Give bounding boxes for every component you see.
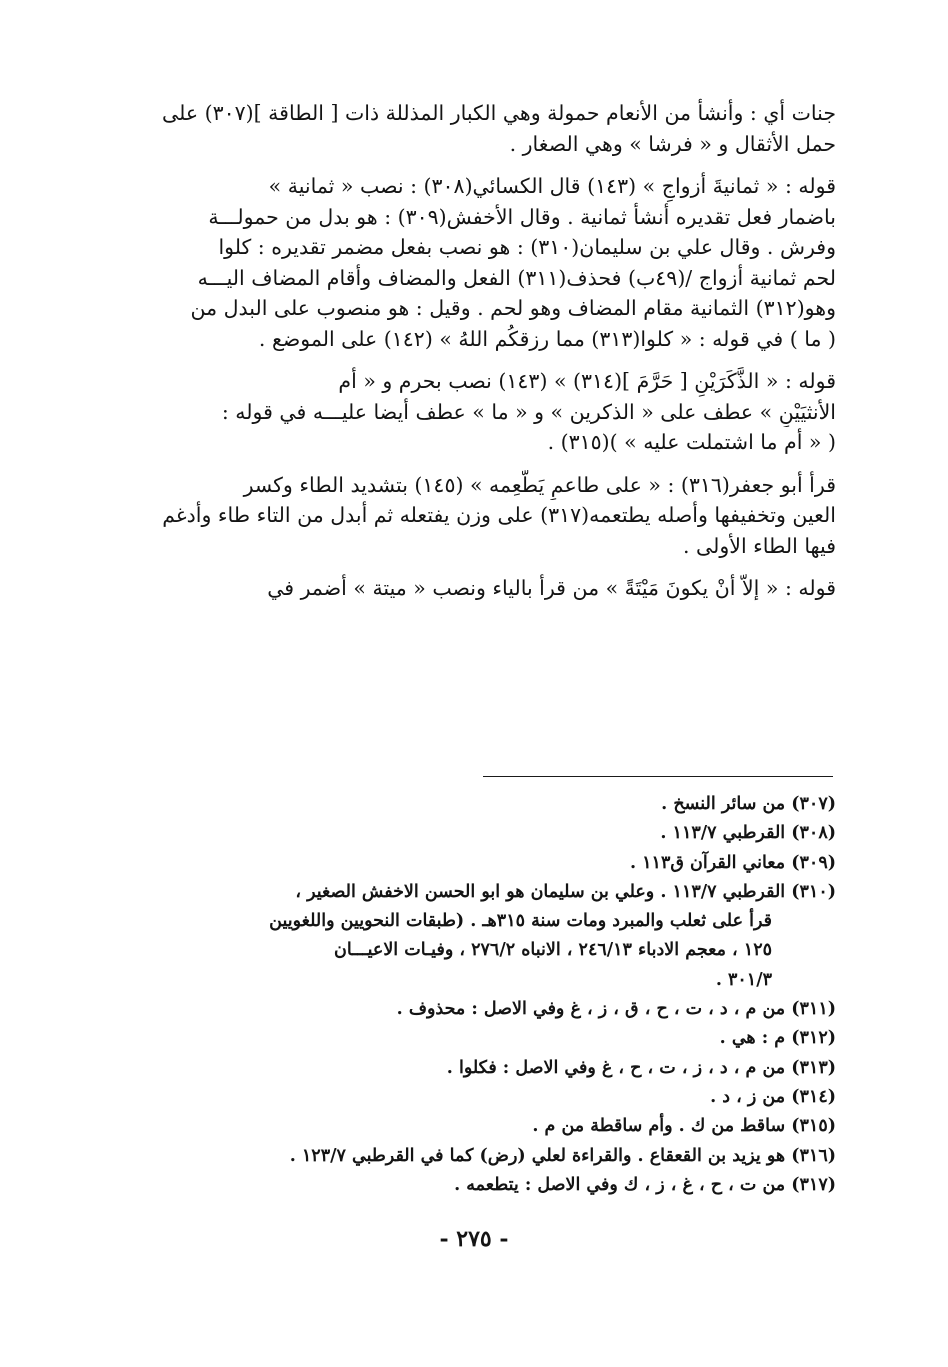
footnote: (٣٠٧) من سائر النسخ .: [661, 794, 836, 814]
text-line: جنات أي : وأنشأ من الأنعام حمولة وهي الكبار المذللة ذات [ الطاقة ](٣٠٧) على: [161, 101, 836, 125]
footnote-continuation: ١٢٥ ، معجم الادباء ٢٤٦/١٣ ، الانباه ٢٧٦/٢ ، وفيـات الاعيـــان: [334, 940, 772, 961]
footnote: (٣١٥) ساقط من ك . وأم ساقطة من م .: [532, 1116, 836, 1137]
footnote-continuation: ٣٠١/٣ .: [715, 969, 772, 990]
text-line: قوله : « الذَّكَرَيْنِ [ حَرَّمَ ](٣١٤) » (١٤٣) نصب بحرم و « أم: [338, 369, 836, 393]
paragraph-gap: [128, 159, 836, 171]
text-line: فيها الطاء الأولى .: [682, 533, 836, 558]
footnote: (٣١٤) من ز ، د .: [710, 1086, 836, 1107]
footnote: (٣١٣) من م ، د ، ز ، ت ، ح ، غ وفي الاصل : فكلوا .: [446, 1057, 836, 1078]
footnote-separator: [483, 776, 833, 777]
footnotes: [128, 790, 836, 1200]
text-line: حمل الأثقال و « فرشا » وهي الصغار .: [509, 131, 836, 156]
paragraph-gap: [128, 458, 836, 470]
page-number: - ٢٧٥ -: [439, 1226, 509, 1252]
text-line: الأنثيَيْنِ » عطف على « الذكرين » و « ما » عطف أيضا عليـــه في قوله :: [221, 399, 836, 424]
text-line: العين وتخفيفها وأصله يطتعمه(٣١٧) على وزن يفتعله ثم أبدل من التاء طاء وأدغم: [162, 503, 836, 527]
footnote: (٣١٢) م : هي .: [719, 1028, 836, 1049]
footnote: (٣١١) من م ، د ، ت ، ح ، ق ، ز ، غ وفي الاصل : محذوف .: [396, 999, 836, 1020]
text-line: قوله : « إلاّ أنْ يكونَ مَيْتَةً » من قرأ بالياء ونصب « ميتة » أضمر في: [267, 576, 836, 600]
footnote: (٣٠٨) القرطبي ١١٣/٧ .: [660, 823, 836, 844]
paragraph-gap: [128, 354, 836, 366]
text-line: قوله : « ثمانيةَ أزواجٍ » (١٤٣) قال الكسائي(٣٠٨) : نصب « ثمانية »: [268, 174, 836, 198]
footnote-continuation: قرأ على ثعلب والمبرد ومات سنة ٣١٥هـ . (طبقات النحويين واللغويين: [269, 911, 772, 932]
text-line: قرأ أبو جعفر(٣١٦) : « على طاعمٍ يَطَّعِمه » (١٤٥) بتشديد الطاء وكسر: [243, 472, 836, 497]
text-line: وفرش . وقال علي بن سليمان(٣١٠) : هو نصب بفعل مضمر تقديره : كلوا: [218, 235, 836, 259]
text-line: لحم ثمانية أزواج /(٤٩ب) فحذف(٣١١) الفعل والمضاف وأقام المضاف اليـــه: [197, 265, 836, 290]
footnote: (٣١٠) القرطبي ١١٣/٧ . وعلي بن سليمان هو ابو الحسن الاخفش الصغير ،: [295, 881, 836, 902]
text-line: ( ما ) في قوله : « كلوا(٣١٣) مما رزقكُم اللهُ » (١٤٢) على الموضع .: [258, 326, 836, 351]
text-line: وهو(٣١٢) الثمانية مقام المضاف وهو لحم . وقيل : هو منصوب على البدل من: [190, 296, 836, 320]
main-text: [128, 98, 836, 604]
footnote: (٣٠٩) معاني القرآن ق١١٣ .: [629, 852, 836, 873]
footnote: (٣١٦) هو يزيد بن القعقاع . والقراءة لعلي (رض) كما في القرطبي ١٢٣/٧ .: [289, 1145, 836, 1166]
footnote: (٣١٧) من ت ، ح ، غ ، ز ، ك وفي الاصل : يتطعمه .: [454, 1174, 836, 1195]
paragraph-gap: [128, 561, 836, 573]
text-line: ( « أم ما اشتملت عليه » )(٣١٥) .: [547, 430, 836, 454]
text-line: باضمار فعل تقديره أنشأ ثمانية . وقال الأخفش(٣٠٩) : هو بدل من حمولـــة: [208, 204, 836, 229]
